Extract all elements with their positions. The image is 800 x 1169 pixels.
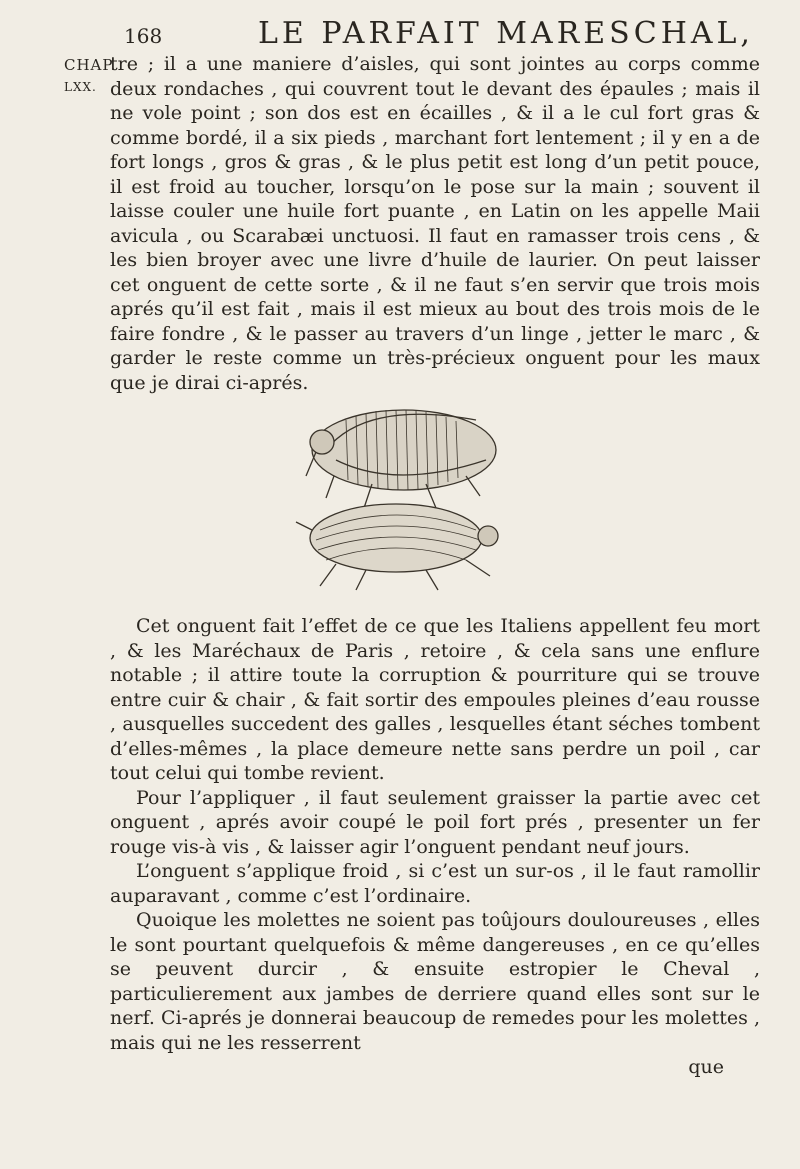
beetle-illustration — [276, 380, 516, 596]
running-title: LE PARFAIT MARESCHAL, — [258, 16, 754, 51]
page-number: 168 — [124, 24, 163, 48]
paragraph: L’onguent s’applique froid , si c’est un sur-os , il le faut ramollir auparavant , comme c’est l’ordinaire. — [110, 860, 760, 907]
text-block-bottom — [110, 614, 760, 1080]
paragraph: Quoique les molettes ne soient pas toûjours douloureuses , elles le sont pourtant quelquefois & même dangereuses , en ce qu’elles se peuvent durcir , & ensuite estropier le Cheval , particulierement aux jambes de derriere quand elles sont sur le nerf. Ci-aprés je donnerai beaucoup de remedes pour les molettes , mais qui ne les resserrent — [110, 909, 760, 1054]
paragraph: tre ; il a une maniere d’aisles, qui sont jointes au corps comme deux rondaches , qui couvrent tout le devant des épaules ; mais il ne vole point ; son dos est en écailles , & il a le cul fort gras & comme bordé, il a six pieds , marchant fort lentement ; il y en a de fort longs , gros & gras , & le plus petit est long d’un petit pouce, il est froid au toucher, lorsqu’on le pose sur la main ; souvent il laisse couler une huile fort puante , en Latin on les appelle Maii avicula , ou Scarabæi unctuosi. Il faut en ramasser trois cens , & les bien broyer avec une livre d’huile de laurier. On peut laisser cet onguent de cette sorte , & il ne faut s’en servir que trois mois aprés qu’il est fait , mais il est mieux au bout des trois mois de le faire fondre , & le passer au travers d’un linge , jetter le marc , & garder le reste comme un très-précieux onguent pour les maux que je dirai ci-aprés. — [110, 53, 760, 394]
text-block-top — [110, 52, 760, 395]
margin-chapter-number: LXX. — [64, 80, 97, 94]
paragraph: Pour l’appliquer , il faut seulement graisser la partie avec cet onguent , aprés avoir coupé le poil fort prés , presenter un fer rouge vis-à vis , & laisser agir l’onguent pendant neuf jours. — [110, 786, 760, 858]
catchword: que — [688, 1056, 724, 1078]
page-header — [0, 14, 800, 54]
paragraph: Cet onguent fait l’effet de ce que les Italiens appellent feu mort , & les Maréchaux de Paris , retoire , & cela sans une enflure notable ; il attire toute la corruption & pourriture qui se trouve entre cuir & chair , & fait sortir des empoules pleines d’eau rousse , ausquelles succedent des galles , lesquelles étant séches tombent d’elles-mêmes , la place demeure nette sans perdre un poil , car tout celui qui tombe revient. — [110, 615, 760, 784]
margin-chapter-label: CHAP. — [64, 56, 117, 74]
